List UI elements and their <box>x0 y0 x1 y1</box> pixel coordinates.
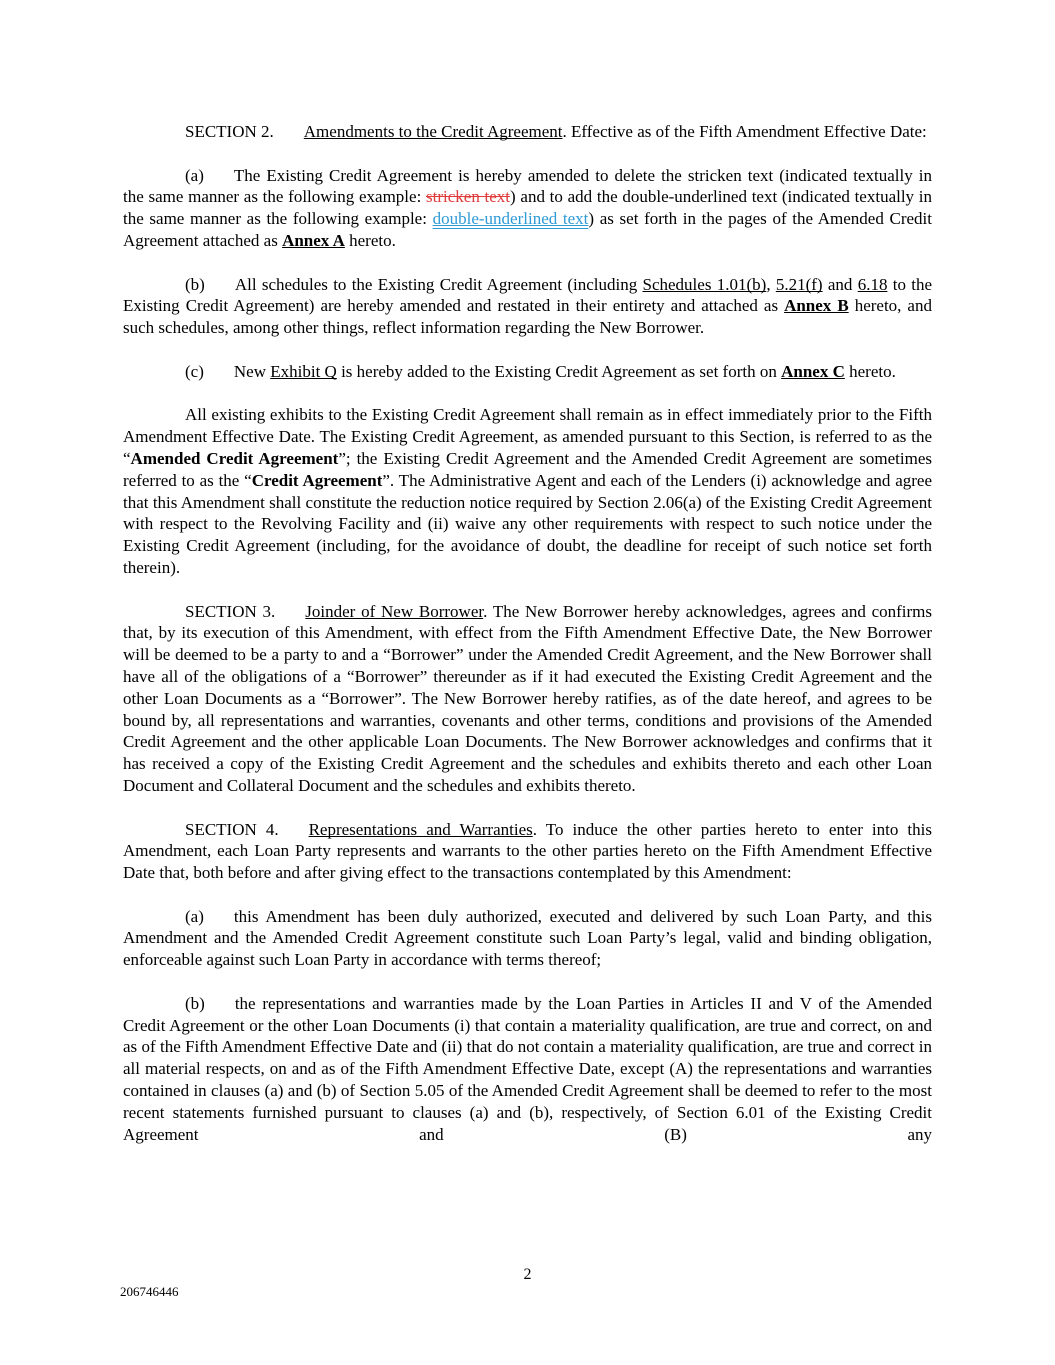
text-run: to the Existing Credit Agreement) are hereby amended and restated in their entirety and attached as <box>123 274 932 316</box>
rep-clause-a-label: (a) <box>185 906 204 926</box>
text-run: New <box>233 361 271 381</box>
section-3-title: Joinder of New Borrower <box>305 601 484 621</box>
exhibit-q-reference: Exhibit Q <box>270 361 337 381</box>
annex-a-reference: Annex A <box>282 230 345 250</box>
text-run: and <box>822 274 858 294</box>
section-3-joinder-paragraph <box>123 601 932 797</box>
section-2-heading-paragraph <box>123 121 932 143</box>
schedule-6-18-reference: 6.18 <box>857 274 888 294</box>
text-run: All schedules to the Existing Credit Agreement (including <box>234 274 643 294</box>
section-2-title: Amendments to the Credit Agreement <box>303 122 563 141</box>
rep-clause-b-representations <box>123 993 932 1146</box>
schedule-1-01b-reference: Schedules 1.01(b) <box>642 274 767 294</box>
text-run: All existing exhibits to the Existing Credit Agreement shall remain as in effect immediately prior to the Fifth Amendment Effective Date. The Existing Credit Agreement, as amended pursuant to this Section, is referred to as the “ <box>123 405 932 468</box>
schedule-5-21f-reference: 5.21(f) <box>775 274 823 294</box>
clause-a-amendments <box>123 165 932 252</box>
text-run: ) as set forth in the pages of the Amended Credit Agreement attached as <box>123 209 932 250</box>
amended-credit-agreement-defined-term: Amended Credit Agreement <box>130 448 339 468</box>
document-body <box>123 121 932 1145</box>
document-id-number: 206746446 <box>120 1284 179 1299</box>
text-run: ”. The Administrative Agent and each of the Lenders (i) acknowledge and agree that this Amendment shall constitute the reduction notice required by Section 2.06(a) of the Existing Credit Agreement with respect to the Revolving Facility and (ii) waive any other requirements with respect to such notice under the Existing Credit Agreement (including, for the avoidance of doubt, the deadline for receipt of such notice set forth therein). <box>123 470 933 577</box>
text-run: this Amendment has been duly authorized, executed and delivered by such Loan Party, and this Amendment and the Amended Credit Agreement constitute such Loan Party’s legal, valid and binding obligation, enforceable against such Loan Party in accordance with terms thereof; <box>123 906 932 970</box>
section-2-lead-text: . Effective as of the Fifth Amendment Effective Date: <box>562 122 927 141</box>
text-run: ) and to add the double-underlined text (indicated textually in the same manner as the following example: <box>123 187 932 229</box>
text-run: hereto, and such schedules, among other things, reflect information regarding the New Borrower. <box>123 296 932 338</box>
rep-clause-b-label: (b) <box>185 993 205 1013</box>
text-run: ”; the Existing Credit Agreement and the Amended Credit Agreement are sometimes referred to as the “ <box>123 448 932 490</box>
rep-clause-a-authorization <box>123 906 932 971</box>
stricken-text-example: stricken text <box>426 187 511 207</box>
text-run: hereto. <box>344 230 396 250</box>
annex-c-reference: Annex C <box>781 361 845 381</box>
text-run: The Existing Credit Agreement is hereby amended to delete the stricken text (indicated textually in the same manner as the following example: <box>123 165 932 207</box>
section-4-reps-warranties-paragraph <box>123 819 932 884</box>
clause-c-label: (c) <box>185 361 204 381</box>
clause-b-schedules <box>123 274 932 339</box>
existing-exhibits-paragraph <box>123 404 932 578</box>
clause-a-label: (a) <box>185 165 204 185</box>
section-4-number: SECTION 4. <box>185 819 279 839</box>
text-run: hereto. <box>844 361 896 381</box>
section-3-number: SECTION 3. <box>185 601 276 621</box>
section-4-title: Representations and Warranties <box>308 819 533 839</box>
text-run: . The New Borrower hereby acknowledges, agrees and confirms that, by its execution of this Amendment, with effect from the Fifth Amendment Effective Date, the New Borrower will be deemed to be a party to and a “Borrower” under the Amended Credit Agreement, and the New Borrower shall have all of the obligations of a “Borrower” thereunder as if it had executed the Existing Credit Agreement and the other Loan Documents as a “Borrower”. The New Borrower hereby ratifies, as of the date hereof, and agrees to be bound by, all representations and warranties, covenants and other terms, conditions and provisions of the Amended Credit Agreement and the other applicable Loan Documents. The New Borrower acknowledges and confirms that it has received a copy of the Existing Credit Agreement and the schedules and exhibits thereto and each other Loan Document and Collateral Document and the schedules and exhibits thereto. <box>123 601 933 795</box>
clause-c-exhibit <box>123 361 932 383</box>
annex-b-reference: Annex B <box>784 296 849 316</box>
clause-b-label: (b) <box>185 274 205 294</box>
text-run: is hereby added to the Existing Credit Agreement as set forth on <box>336 361 782 381</box>
text-run: the representations and warranties made by the Loan Parties in Articles II and V of the Amended Credit Agreement or the other Loan Documents (i) that contain a materiality qualification, are true and correct, on and as of the Fifth Amendment Effective Date and (ii) that do not contain a materiality qualification, are true and correct in all material respects, on and as of the Fifth Amendment Effective Date, except (A) the representations and warranties contained in clauses (a) and (b) of Section 5.05 of the Amended Credit Agreement shall be deemed to refer to the most recent statements furnished pursuant to clauses (a) and (b), respectively, of Section 6.01 of the Existing Credit Agreement and (B) any <box>123 993 932 1144</box>
credit-agreement-defined-term: Credit Agreement <box>251 470 383 490</box>
page-number: 2 <box>523 1266 532 1283</box>
text-run: , <box>766 274 776 294</box>
double-underlined-text-example: double-underlined text <box>432 209 589 229</box>
section-2-number: SECTION 2. <box>185 122 274 141</box>
text-run: . To induce the other parties hereto to enter into this Amendment, each Loan Party represents and warrants to the other parties hereto on the Fifth Amendment Effective Date that, both before and after giving effect to the transactions contemplated by this Amendment: <box>123 819 932 883</box>
